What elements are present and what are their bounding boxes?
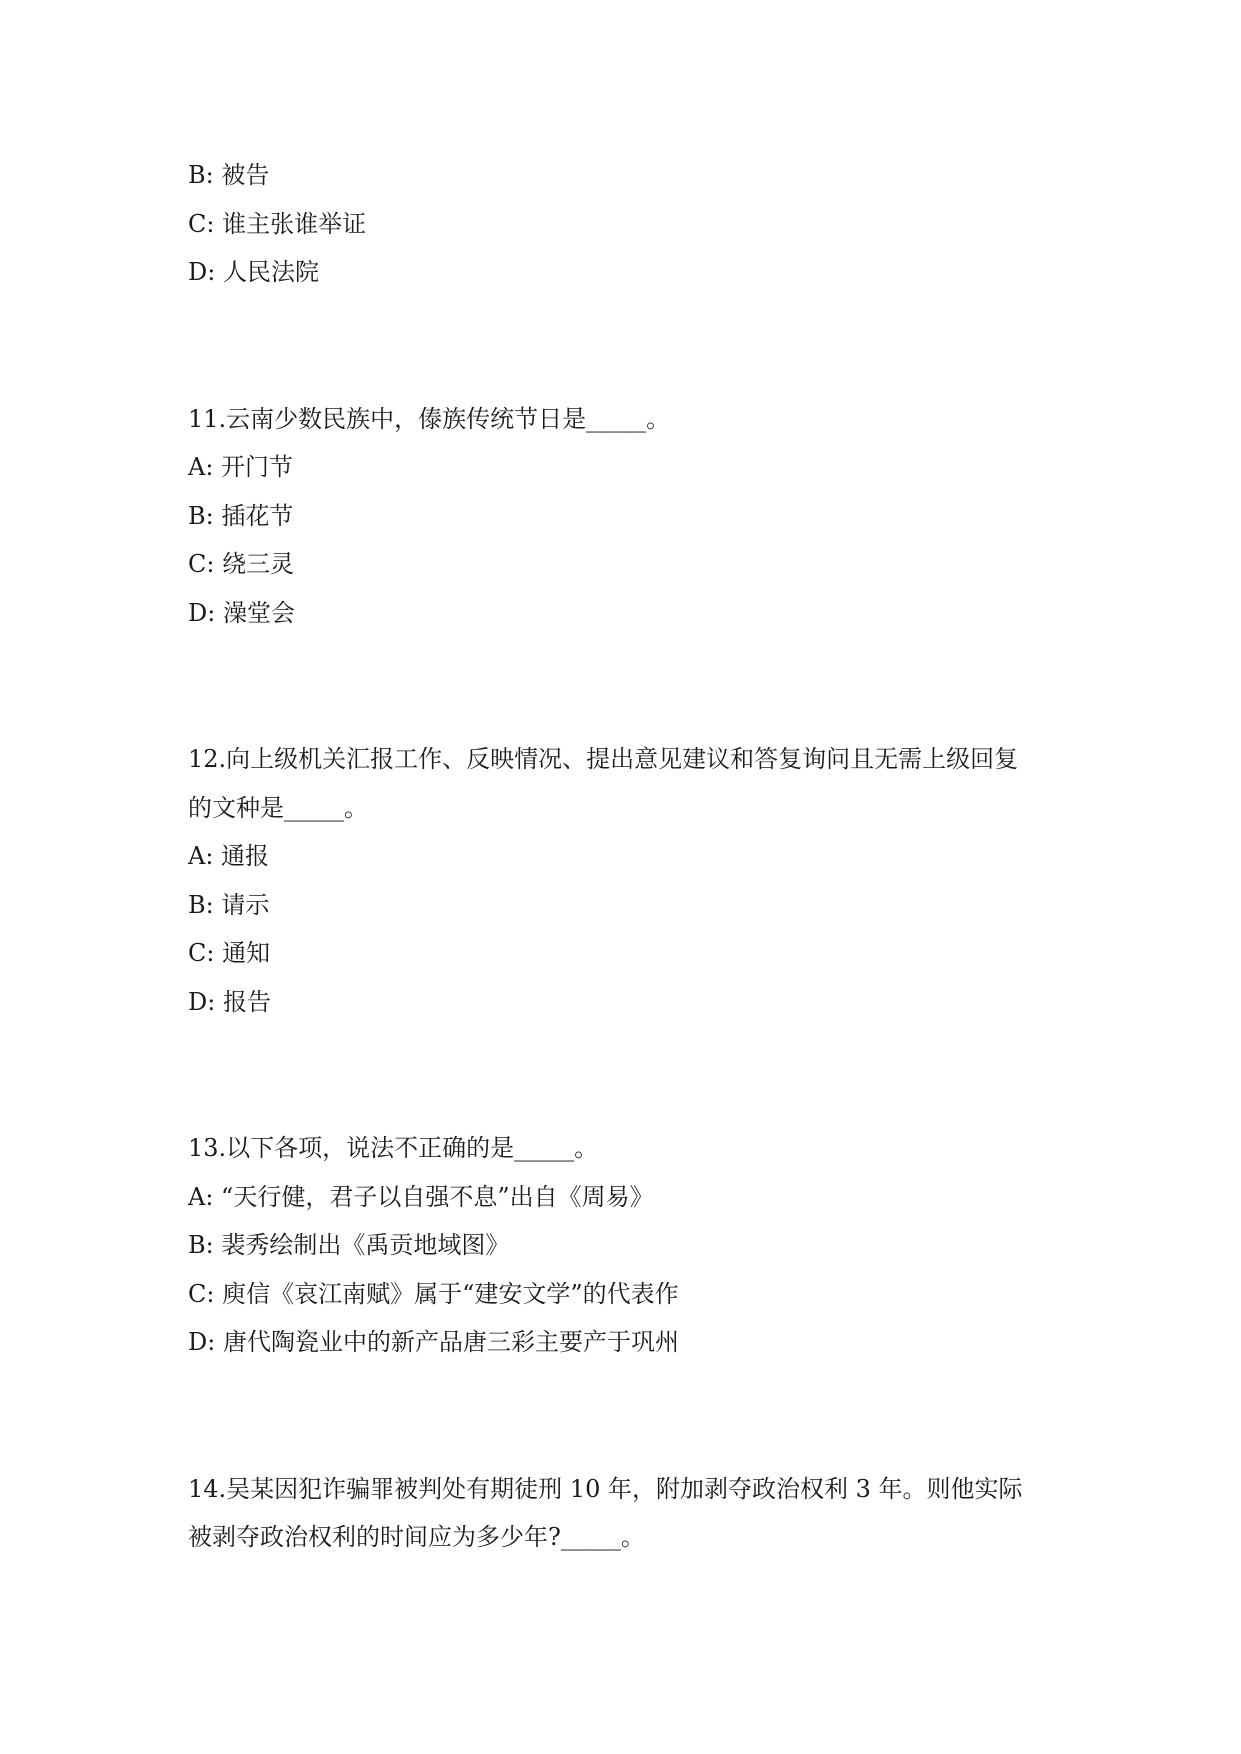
q11-option-b: B: 插花节: [188, 502, 294, 530]
q10-option-b: B: 被告: [188, 161, 270, 189]
q11-option-a: A: 开门节: [188, 453, 294, 481]
q12-option-d: D: 报告: [188, 988, 271, 1016]
q11-option-d: D: 澡堂会: [188, 599, 295, 627]
q14-stem-line-2: 被剥夺政治权利的时间应为多少年?_____。: [188, 1523, 645, 1551]
q13-option-b: B: 裴秀绘制出《禹贡地域图》: [188, 1231, 510, 1259]
q12-option-a: A: 通报: [188, 842, 270, 870]
q13-option-a: A: “天行健，君子以自强不息”出自《周易》: [188, 1183, 654, 1211]
q12-option-c: C: 通知: [188, 939, 271, 967]
q10-option-d: D: 人民法院: [188, 258, 319, 286]
q13-option-c: C: 庾信《哀江南赋》属于“建安文学”的代表作: [188, 1280, 679, 1308]
q13-option-d: D: 唐代陶瓷业中的新产品唐三彩主要产于巩州: [188, 1328, 679, 1356]
q11-stem: 11.云南少数民族中，傣族传统节日是_____。: [188, 405, 671, 433]
q11-option-c: C: 绕三灵: [188, 550, 295, 578]
q12-stem-line-1: 12.向上级机关汇报工作、反映情况、提出意见建议和答复询问且无需上级回复: [188, 745, 1019, 773]
q10-option-c: C: 谁主张谁举证: [188, 210, 367, 238]
q12-stem-line-2: 的文种是_____。: [188, 794, 368, 822]
q12-option-b: B: 请示: [188, 891, 270, 919]
q14-stem-line-1: 14.吴某因犯诈骗罪被判处有期徒刑 10 年，附加剥夺政治权利 3 年。则他实际: [188, 1475, 1023, 1503]
q13-stem: 13.以下各项，说法不正确的是_____。: [188, 1134, 599, 1162]
